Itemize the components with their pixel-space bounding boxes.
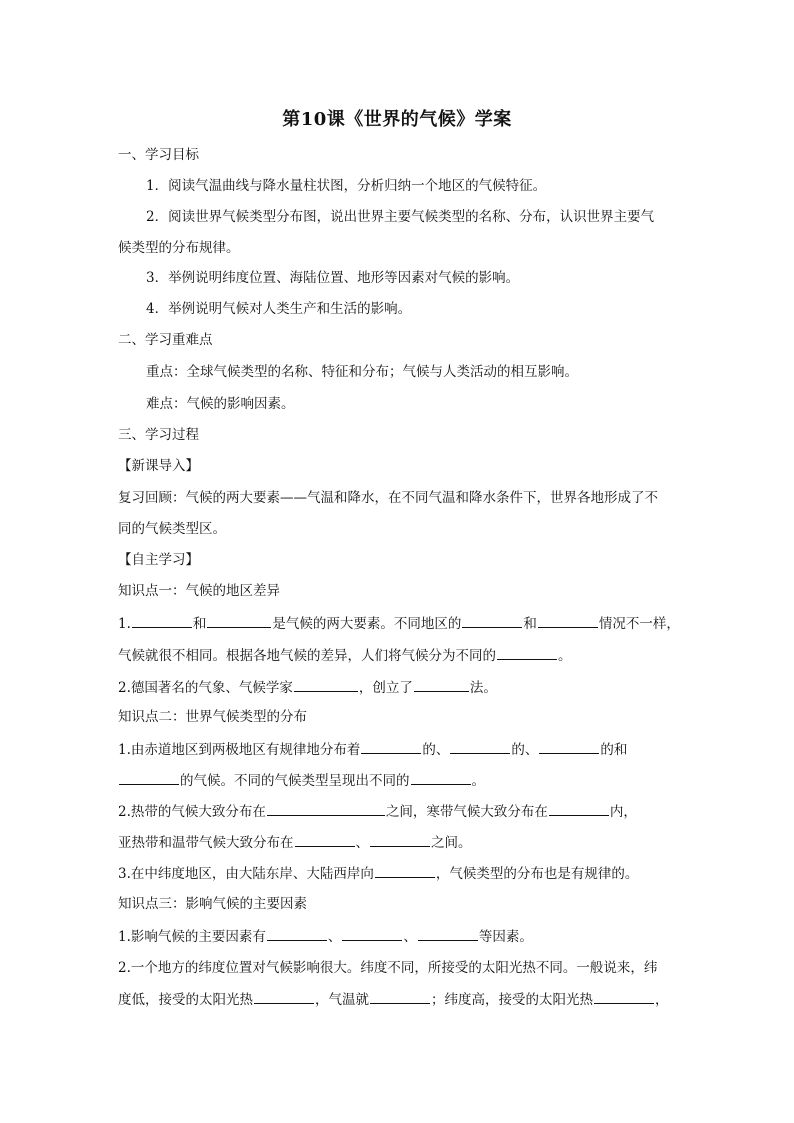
answer-blank[interactable] bbox=[462, 613, 522, 628]
answer-blank[interactable] bbox=[594, 989, 654, 1004]
question-cont: 亚热带和温带气候大致分布在 、 之间。 bbox=[118, 832, 678, 853]
answer-blank[interactable] bbox=[370, 989, 430, 1004]
goal-2: 2．阅读世界气候类型分布图，说出世界主要气候类型的名称、分布，认识世界主要气 bbox=[146, 209, 655, 225]
page-title: 第10课《世界的气候》学案 bbox=[282, 109, 512, 130]
answer-blank[interactable] bbox=[418, 926, 478, 941]
question-cont: 的气候。不同的气候类型呈现出不同的 。 bbox=[118, 770, 678, 791]
answer-blank[interactable] bbox=[450, 739, 510, 754]
answer-blank[interactable] bbox=[342, 926, 402, 941]
question: 1. 和 是气候的两大要素。不同地区的 和 情况不一样， bbox=[118, 613, 678, 634]
answer-blank[interactable] bbox=[361, 739, 421, 754]
knowledge-point: 知识点二：世界气候类型的分布 bbox=[118, 709, 307, 725]
question-cont: 气候就很不相同。根据各地气候的差异，人们将气候分为不同的 。 bbox=[118, 645, 678, 666]
question: 1.由赤道地区到两极地区有规律地分布着 的、 的、 的和 bbox=[118, 739, 678, 760]
goal-4: 4．举例说明气候对人类生产和生活的影响。 bbox=[146, 301, 412, 317]
answer-blank[interactable] bbox=[267, 926, 327, 941]
answer-blank[interactable] bbox=[295, 832, 355, 847]
review-text-cont: 同的气候类型区。 bbox=[118, 521, 226, 537]
key-point: 重点：全球气候类型的名称、特征和分布；气候与人类活动的相互影响。 bbox=[146, 364, 578, 380]
answer-blank[interactable] bbox=[254, 989, 314, 1004]
section-heading: 三、学习过程 bbox=[118, 427, 199, 443]
answer-blank[interactable] bbox=[549, 801, 609, 816]
difficult-point: 难点：气候的影响因素。 bbox=[146, 396, 295, 412]
review-text: 复习回顾：气候的两大要素——气温和降水，在不同气温和降水条件下，世界各地形成了不 bbox=[118, 490, 658, 506]
answer-blank[interactable] bbox=[411, 770, 471, 785]
section-heading: 二、学习重难点 bbox=[118, 332, 213, 348]
question: 2.一个地方的纬度位置对气候影响很大。纬度不同，所接受的太阳光热不同。一般说来，纬 bbox=[118, 960, 658, 976]
goal-2-cont: 候类型的分布规律。 bbox=[118, 240, 240, 256]
question-cont: 度低，接受的太阳光热 ，气温就 ；纬度高，接受的太阳光热 ， bbox=[118, 989, 678, 1010]
answer-blank[interactable] bbox=[497, 645, 557, 660]
answer-blank[interactable] bbox=[267, 801, 385, 816]
answer-blank[interactable] bbox=[207, 613, 271, 628]
question: 2.热带的气候大致分布在 之间，寒带气候大致分布在 内， bbox=[118, 801, 678, 822]
answer-blank[interactable] bbox=[132, 613, 192, 628]
goal-1: 1．阅读气温曲线与降水量柱状图，分析归纳一个地区的气候特征。 bbox=[146, 178, 547, 194]
subheading: 【新课导入】 bbox=[118, 458, 199, 474]
answer-blank[interactable] bbox=[370, 832, 430, 847]
subheading: 【自主学习】 bbox=[118, 552, 199, 568]
answer-blank[interactable] bbox=[539, 739, 599, 754]
knowledge-point: 知识点一：气候的地区差异 bbox=[118, 583, 280, 599]
knowledge-point: 知识点三：影响气候的主要因素 bbox=[118, 896, 307, 912]
answer-blank[interactable] bbox=[414, 677, 469, 692]
answer-blank[interactable] bbox=[375, 863, 435, 878]
answer-blank[interactable] bbox=[538, 613, 598, 628]
section-heading: 一、学习目标 bbox=[118, 147, 199, 163]
question: 2.德国著名的气象、气候学家 ，创立了 法。 bbox=[118, 677, 678, 698]
answer-blank[interactable] bbox=[119, 770, 179, 785]
question: 3.在中纬度地区，由大陆东岸、大陆西岸向 ，气候类型的分布也是有规律的。 bbox=[118, 863, 678, 884]
goal-3: 3．举例说明纬度位置、海陆位置、地形等因素对气候的影响。 bbox=[146, 270, 520, 286]
question: 1.影响气候的主要因素有 、 、 等因素。 bbox=[118, 926, 678, 947]
answer-blank[interactable] bbox=[294, 677, 358, 692]
